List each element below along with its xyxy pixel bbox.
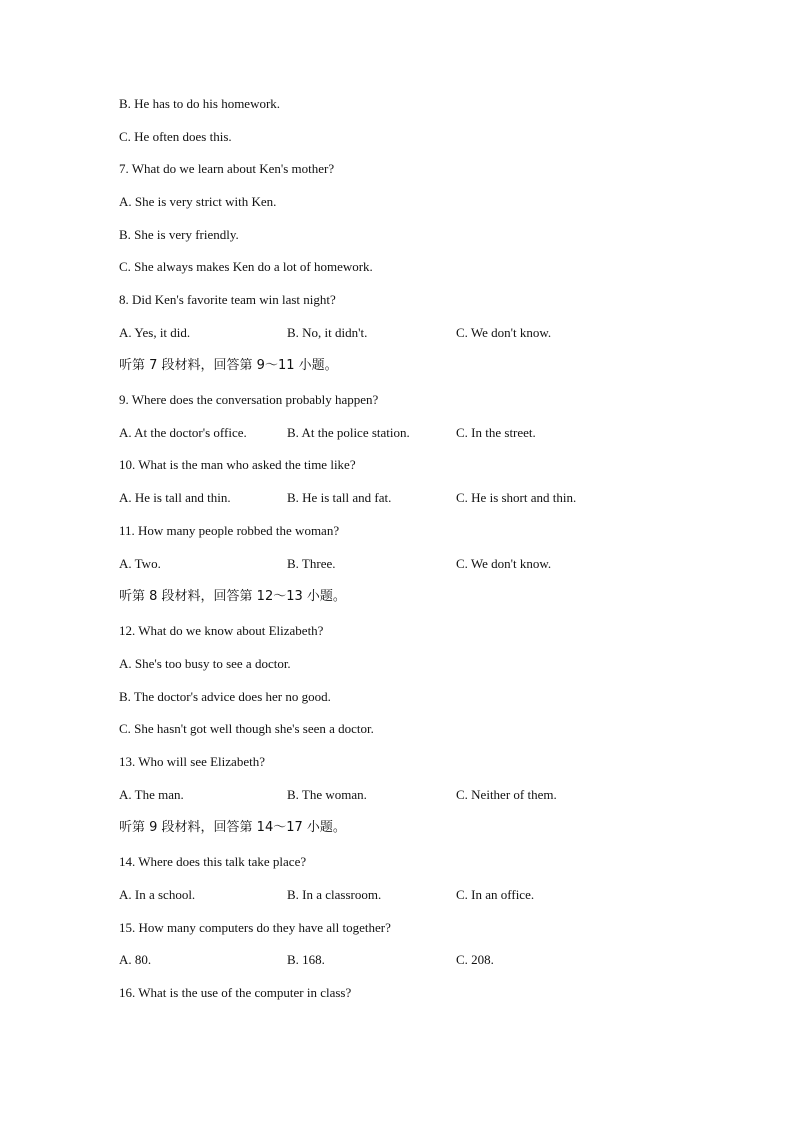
- option-14b: B. In a classroom.: [287, 887, 382, 902]
- question-14: 14. Where does this talk take place?: [119, 854, 307, 869]
- option-11b: B. Three.: [287, 556, 336, 571]
- option-8c: C. We don't know.: [456, 325, 552, 340]
- question-8: 8. Did Ken's favorite team win last night?: [119, 292, 336, 307]
- option-10c: C. He is short and thin.: [456, 490, 577, 505]
- option-13a: A. The man.: [119, 787, 184, 802]
- option-9c: C. In the street.: [456, 425, 536, 440]
- option-14c: C. In an office.: [456, 887, 535, 902]
- question-16: 16. What is the use of the computer in class?: [119, 985, 352, 1000]
- option-6c: C. He often does this.: [119, 129, 232, 144]
- option-14a: A. In a school.: [119, 887, 196, 902]
- option-12b: B. The doctor's advice does her no good.: [119, 689, 331, 704]
- option-15a: A. 80.: [119, 952, 152, 967]
- option-10a: A. He is tall and thin.: [119, 490, 231, 505]
- option-7b: B. She is very friendly.: [119, 227, 239, 242]
- option-13b: B. The woman.: [287, 787, 367, 802]
- question-12: 12. What do we know about Elizabeth?: [119, 623, 324, 638]
- option-12c: C. She hasn't got well though she's seen a doctor.: [119, 721, 374, 736]
- section-heading-7: 听第 7 段材料，回答第 9～11 小题。: [119, 358, 338, 373]
- question-7: 7. What do we learn about Ken's mother?: [119, 161, 335, 176]
- question-11: 11. How many people robbed the woman?: [119, 523, 340, 538]
- option-9b: B. At the police station.: [287, 425, 410, 440]
- option-10b: B. He is tall and fat.: [287, 490, 392, 505]
- option-7c: C. She always makes Ken do a lot of homework.: [119, 259, 373, 274]
- option-7a: A. She is very strict with Ken.: [119, 194, 277, 209]
- option-15c: C. 208.: [456, 952, 494, 967]
- question-10: 10. What is the man who asked the time like?: [119, 457, 356, 472]
- option-13c: C. Neither of them.: [456, 787, 557, 802]
- question-9: 9. Where does the conversation probably happen?: [119, 392, 379, 407]
- question-15: 15. How many computers do they have all together?: [119, 920, 391, 935]
- option-8a: A. Yes, it did.: [119, 325, 191, 340]
- option-9a: A. At the doctor's office.: [119, 425, 247, 440]
- section-heading-9: 听第 9 段材料，回答第 14～17 小题。: [119, 820, 346, 835]
- question-13: 13. Who will see Elizabeth?: [119, 754, 265, 769]
- option-15b: B. 168.: [287, 952, 325, 967]
- section-heading-8: 听第 8 段材料，回答第 12～13 小题。: [119, 589, 346, 604]
- option-6b: B. He has to do his homework.: [119, 96, 281, 111]
- option-12a: A. She's too busy to see a doctor.: [119, 656, 291, 671]
- option-8b: B. No, it didn't.: [287, 325, 368, 340]
- option-11a: A. Two.: [119, 556, 161, 571]
- option-11c: C. We don't know.: [456, 556, 552, 571]
